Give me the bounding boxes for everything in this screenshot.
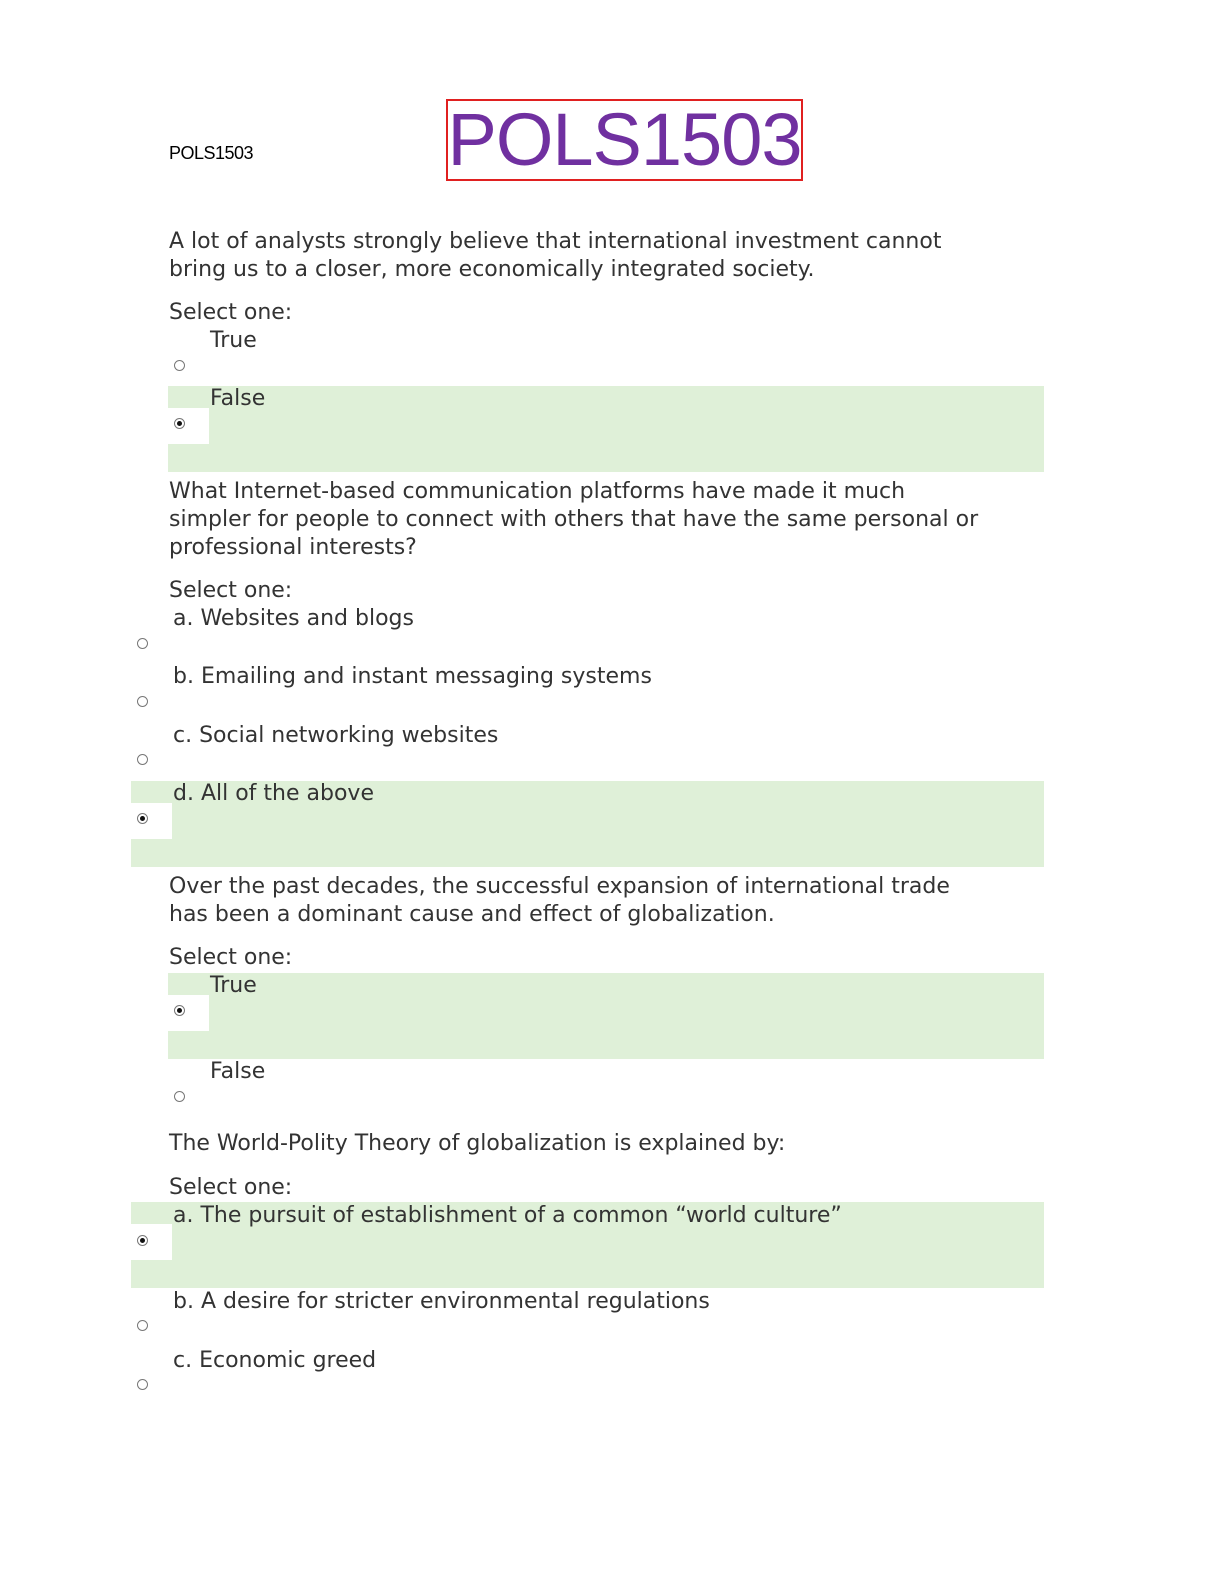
select-one-label: Select one:: [169, 945, 293, 970]
q2-option-a-label: a. Websites and blogs: [173, 606, 414, 631]
question-1-line: bring us to a closer, more economically integrated society.: [169, 257, 815, 282]
q4-option-a-label: a. The pursuit of establishment of a common “world culture”: [173, 1203, 842, 1228]
q2-option-d-label: d. All of the above: [173, 781, 374, 806]
q1-option-false-radio[interactable]: [174, 418, 185, 429]
q3-option-false-radio[interactable]: [174, 1091, 185, 1102]
q3-option-true-label: True: [210, 973, 257, 998]
q2-option-c-radio[interactable]: [137, 754, 148, 765]
course-stamp: POLS1503: [447, 98, 802, 181]
question-2-line: professional interests?: [169, 535, 417, 560]
q2-option-c-label: c. Social networking websites: [173, 723, 499, 748]
question-4-text: [169, 1130, 785, 1158]
question-3-text: [169, 873, 950, 929]
course-code: POLS1503: [169, 143, 254, 163]
question-2-line: simpler for people to connect with others that have the same personal or: [169, 507, 979, 532]
q4-option-c-label: c. Economic greed: [173, 1348, 377, 1373]
question-1-line: A lot of analysts strongly believe that international investment cannot: [169, 229, 942, 254]
question-3-line: has been a dominant cause and effect of globalization.: [169, 902, 775, 927]
question-1-text: [169, 228, 941, 284]
q4-option-b-label: b. A desire for stricter environmental regulations: [173, 1289, 710, 1314]
select-one-label: Select one:: [169, 300, 293, 325]
q2-option-b-label: b. Emailing and instant messaging systems: [173, 664, 652, 689]
q3-option-false-label: False: [210, 1059, 266, 1084]
question-4-line: The World-Polity Theory of globalization is explained by:: [169, 1131, 786, 1156]
q1-option-false-label: False: [210, 386, 266, 411]
q4-option-c-radio[interactable]: [137, 1379, 148, 1390]
q4-option-b-radio[interactable]: [137, 1320, 148, 1331]
select-one-label: Select one:: [169, 578, 293, 603]
q2-option-a-radio[interactable]: [137, 638, 148, 649]
q2-option-b-radio[interactable]: [137, 696, 148, 707]
question-2-line: What Internet-based communication platforms have made it much: [169, 479, 906, 504]
q1-selected-highlight: [168, 386, 1044, 472]
q3-selected-highlight: [168, 973, 1044, 1059]
q2-option-d-radio[interactable]: [137, 813, 148, 824]
select-one-label: Select one:: [169, 1175, 293, 1200]
q1-option-true-radio[interactable]: [174, 360, 185, 371]
q4-option-a-radio[interactable]: [137, 1235, 148, 1246]
q1-option-true-label: True: [210, 328, 257, 353]
question-3-line: Over the past decades, the successful expansion of international trade: [169, 874, 950, 899]
question-2-text: [169, 478, 978, 562]
q3-option-true-radio[interactable]: [174, 1005, 185, 1016]
